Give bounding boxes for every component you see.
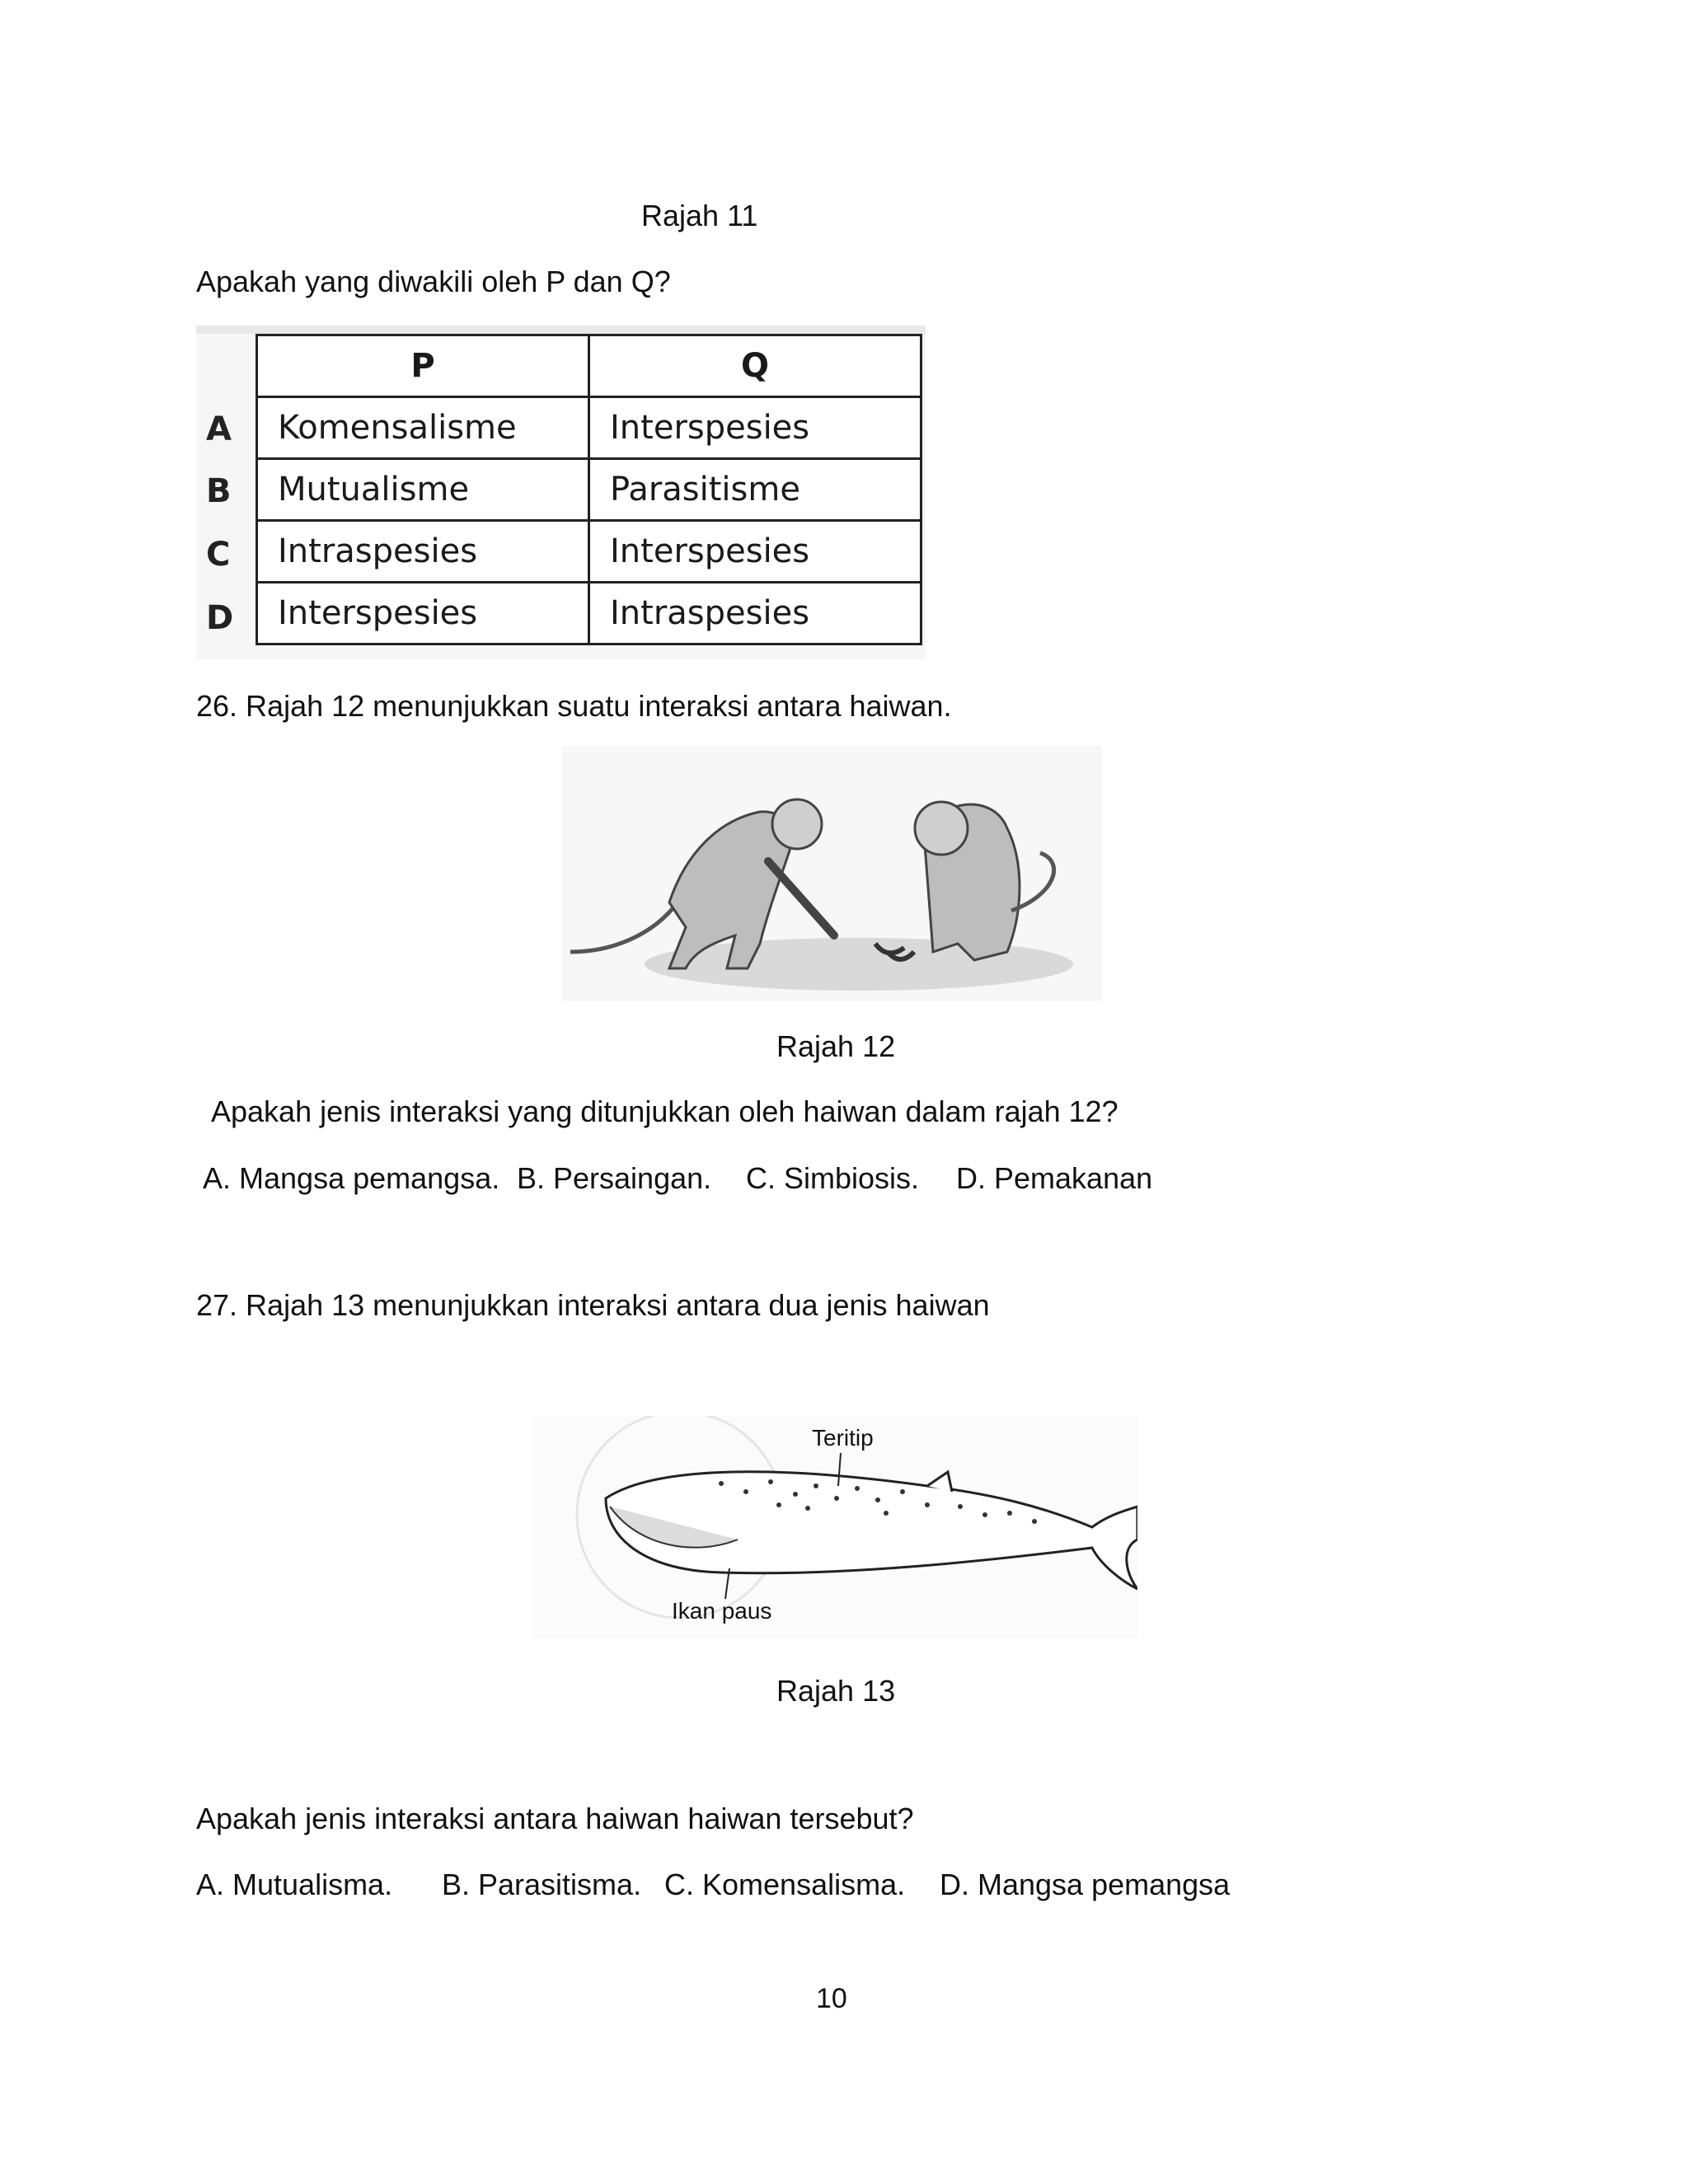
- table-header-row: [257, 335, 921, 397]
- row-label-d: D: [206, 599, 234, 637]
- cell-q: Parasitisme: [589, 459, 921, 521]
- header-p: P: [257, 335, 589, 397]
- q27-option-d[interactable]: D. Mangsa pemangsa: [940, 1868, 1231, 1901]
- table-row: [257, 583, 921, 644]
- q27-option-a[interactable]: A. Mutualisma.: [196, 1868, 393, 1901]
- pq-table: [256, 334, 922, 645]
- row-label-b: B: [206, 472, 232, 510]
- page-number: 10: [816, 1983, 847, 2014]
- cell-q: Interspesies: [589, 397, 921, 459]
- table-row: [257, 459, 921, 521]
- header-q: Q: [589, 335, 921, 397]
- table-row: [257, 521, 921, 583]
- figure-12-caption: Rajah 12: [776, 1029, 896, 1063]
- q26-option-d[interactable]: D. Pemakanan: [956, 1161, 1153, 1195]
- cell-q: Intraspesies: [589, 583, 921, 644]
- row-label-a: A: [206, 410, 232, 448]
- question-27-prompt: Apakah jenis interaksi antara haiwan haiwan tersebut?: [196, 1802, 914, 1835]
- q26-option-b[interactable]: B. Persaingan.: [517, 1161, 712, 1195]
- answer-table: [196, 326, 926, 659]
- q26-option-c[interactable]: C. Simbiosis.: [746, 1161, 920, 1195]
- whale-label: Ikan paus: [672, 1598, 772, 1624]
- cell-p: Komensalisme: [257, 397, 589, 459]
- q26-option-a[interactable]: A. Mangsa pemangsa.: [203, 1161, 500, 1195]
- question-25-prompt: Apakah yang diwakili oleh P dan Q?: [196, 265, 671, 298]
- q27-option-c[interactable]: C. Komensalisma.: [664, 1868, 906, 1901]
- row-label-c: C: [206, 536, 231, 574]
- question-26-intro: 26. Rajah 12 menunjukkan suatu interaksi antara haiwan.: [196, 689, 952, 723]
- q27-option-b[interactable]: B. Parasitisma.: [442, 1868, 642, 1901]
- figure-11-caption: Rajah 11: [641, 199, 758, 232]
- cell-q: Interspesies: [589, 521, 921, 583]
- cell-p: Interspesies: [257, 583, 589, 644]
- monkeys-figure: [562, 746, 1102, 1001]
- monkeys-illustration: [562, 746, 1102, 1001]
- figure-13-caption: Rajah 13: [776, 1674, 896, 1708]
- cell-p: Intraspesies: [257, 521, 589, 583]
- table-row: [257, 397, 921, 459]
- whale-figure: [532, 1416, 1137, 1638]
- question-27-intro: 27. Rajah 13 menunjukkan interaksi antara dua jenis haiwan: [196, 1288, 990, 1322]
- barnacle-label: Teritip: [812, 1425, 874, 1451]
- cell-p: Mutualisme: [257, 459, 589, 521]
- question-26-prompt: Apakah jenis interaksi yang ditunjukkan oleh haiwan dalam rajah 12?: [211, 1094, 1118, 1128]
